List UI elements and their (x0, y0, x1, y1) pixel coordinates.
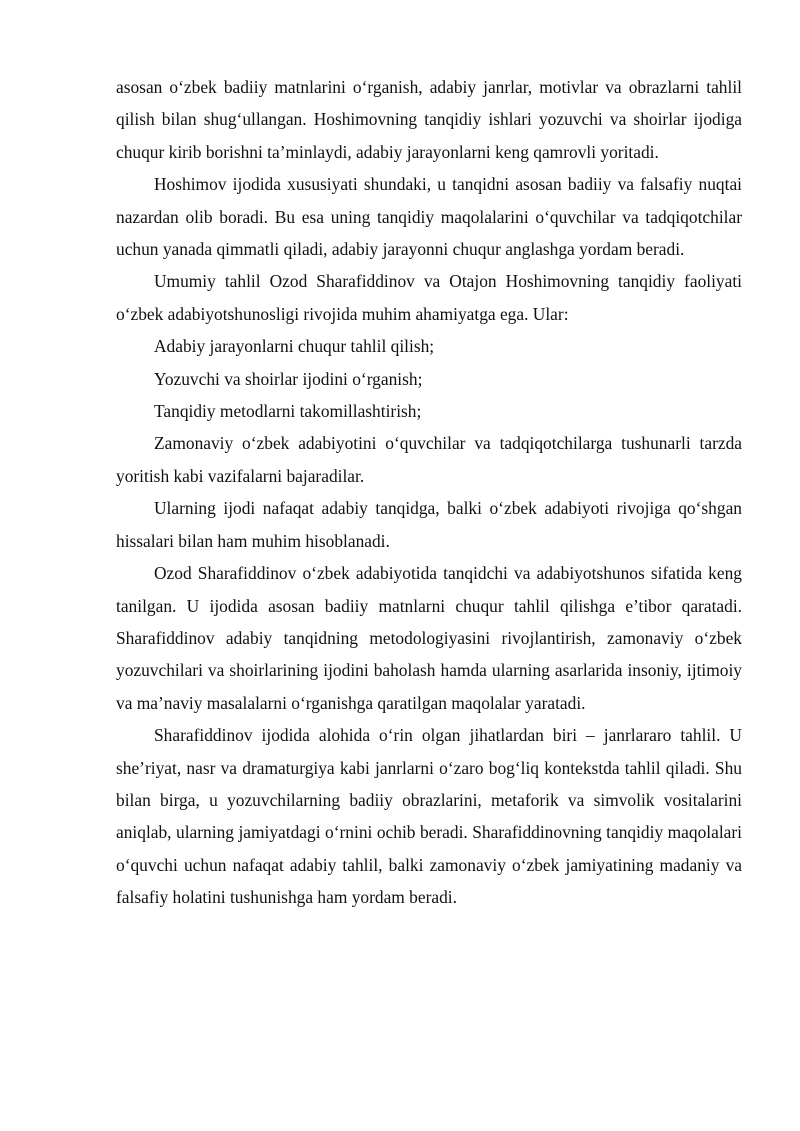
paragraph-sharafiddinov-critic: Ozod Sharafiddinov o‘zbek adabiyotida tanqidchi va adabiyotshunos sifatida keng tanilgan. U ijodida asosan badiiy matnlarni chuqur tahlil qilishga e’tibor qaratadi. Sharafiddinov adabiy tanqidning metodologiyasini rivojlantirish, zamonaviy o‘zbek yozuvchilari va shoirlarining ijodini baholash hamda ularning asarlarida insoniy, ijtimoiy va ma’naviy masalalarni o‘rganishga qaratilgan maqolalar yaratadi. (116, 563, 742, 713)
paragraph-sharafiddinov-genres: Sharafiddinov ijodida alohida o‘rin olgan jihatlardan biri – janrlararo tahlil. U she’riyat, nasr va dramaturgiya kabi janrlarni o‘zaro bog‘liq kontekstda tahlil qiladi. Shu bilan birga, u yozuvchilarning badiiy obrazlarini, metaforik va simvolik vositalarini aniqlab, ularning jamiyatdagi o‘rnini ochib beradi. Sharafiddinovning tanqidiy maqolalari o‘quvchi uchun nafaqat adabiy tahlil, balki zamonaviy o‘zbek jamiyatining madaniy va falsafiy holatini tushunishga ham yordam beradi. (116, 725, 742, 908)
list-item-modern-literature: Zamonaviy o‘zbek adabiyotini o‘quvchilar va tadqiqotchilarga tushunarli tarzda yoritish kabi vazifalarni bajaradilar. (116, 433, 742, 486)
document-page (116, 71, 742, 914)
list-item-methods: Tanqidiy metodlarni takomillashtirish; (154, 401, 422, 422)
paragraph-continuation: asosan o‘zbek badiiy matnlarini o‘rganish, adabiy janrlar, motivlar va obrazlarni tahlil qilish bilan shug‘ullangan. Hoshimovning tanqidiy ishlari yozuvchi va shoirlar ijodiga chuqur kirib borishni ta’minlaydi, adabiy jarayonlarni keng qamrovli yoritadi. (116, 77, 742, 162)
list-item-study: Yozuvchi va shoirlar ijodini o‘rganish; (154, 368, 423, 389)
paragraph-contribution: Ularning ijodi nafaqat adabiy tanqidga, balki o‘zbek adabiyoti rivojiga qo‘shgan hissalari bilan ham muhim hisoblanadi. (116, 498, 742, 551)
paragraph-hoshimov-approach: Hoshimov ijodida xususiyati shundaki, u tanqidni asosan badiiy va falsafiy nuqtai nazardan olib boradi. Bu esa uning tanqidiy maqolalarini o‘quvchilar va tadqiqotchilar uchun yanada qimmatli qiladi, adabiy jarayonni chuqur anglashga yordam beradi. (116, 174, 742, 260)
list-item-analysis: Adabiy jarayonlarni chuqur tahlil qilish; (154, 336, 435, 357)
paragraph-general-analysis: Umumiy tahlil Ozod Sharafiddinov va Otajon Hoshimovning tanqidiy faoliyati o‘zbek adabiyotshunosligi rivojida muhim ahamiyatga ega. Ular: (116, 271, 742, 324)
